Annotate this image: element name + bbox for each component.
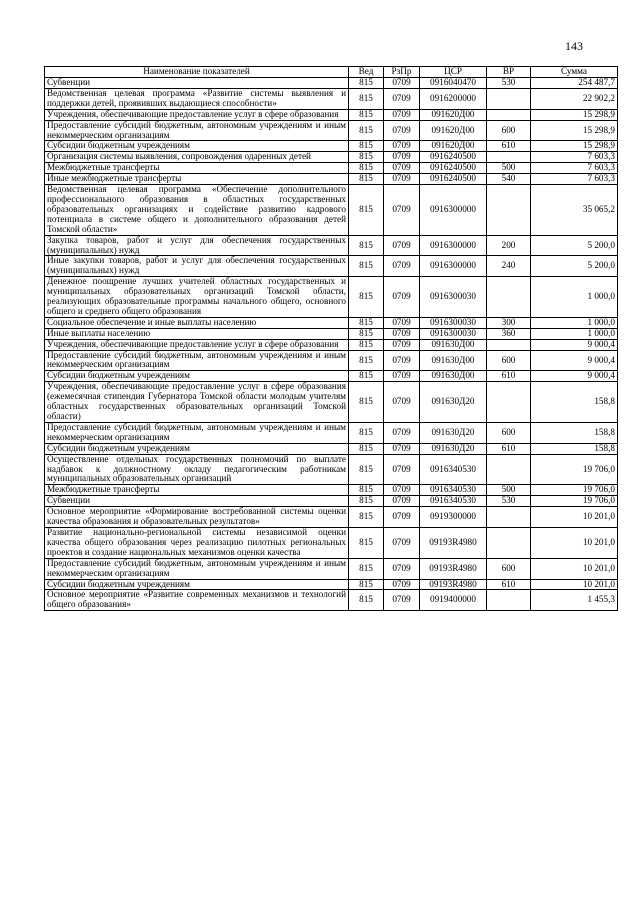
cell-rzpr: 0709: [384, 328, 420, 339]
cell-ved: 815: [349, 507, 384, 528]
cell-rzpr: 0709: [384, 152, 420, 163]
cell-ved: 815: [349, 88, 384, 109]
cell-csr: 0916240500: [420, 174, 487, 185]
cell-ved: 815: [349, 443, 384, 454]
cell-ved: 815: [349, 422, 384, 443]
table-row: [45, 527, 618, 558]
cell-sum: 9 000,4: [531, 371, 618, 382]
cell-csr: 091620Д00: [420, 141, 487, 152]
table-row: [45, 277, 618, 318]
table-row: [45, 579, 618, 590]
cell-ved: 815: [349, 558, 384, 579]
cell-csr: 0916340530: [420, 496, 487, 507]
cell-csr: 0916300030: [420, 328, 487, 339]
cell-name: Основное мероприятие «Развитие современных механизмов и технологий общего образования»: [45, 590, 349, 611]
cell-csr: 0916240500: [420, 163, 487, 174]
cell-name: Основное мероприятие «Формирование востребованной системы оценки качества образования и образовательных результатов»: [45, 507, 349, 528]
table-row: [45, 88, 618, 109]
table-row: [45, 78, 618, 89]
cell-vr: 600: [487, 422, 531, 443]
cell-vr: 610: [487, 141, 531, 152]
cell-rzpr: 0709: [384, 371, 420, 382]
header-sum: Сумма: [531, 67, 618, 78]
cell-vr: 600: [487, 120, 531, 141]
cell-csr: 091630Д20: [420, 422, 487, 443]
cell-vr: [487, 507, 531, 528]
page-number: 143: [565, 39, 583, 53]
cell-vr: [487, 277, 531, 318]
cell-vr: 540: [487, 174, 531, 185]
cell-sum: 10 201,0: [531, 558, 618, 579]
cell-rzpr: 0709: [384, 88, 420, 109]
cell-name: Межбюджетные трансферты: [45, 485, 349, 496]
cell-ved: 815: [349, 339, 384, 350]
cell-ved: 815: [349, 350, 384, 371]
cell-name: Иные закупки товаров, работ и услуг для обеспечения государственных (муниципальных) нужд: [45, 256, 349, 277]
cell-vr: 610: [487, 443, 531, 454]
table-row: [45, 350, 618, 371]
cell-rzpr: 0709: [384, 382, 420, 423]
cell-sum: 254 487,7: [531, 78, 618, 89]
cell-name: Денежное поощрение лучших учителей областных государственных и муниципальных образовательных организаций Томской области, реализующих образовательные программы начального общего, основного общего и среднего общего образования: [45, 277, 349, 318]
cell-vr: [487, 185, 531, 236]
cell-ved: 815: [349, 496, 384, 507]
table-row: [45, 256, 618, 277]
cell-rzpr: 0709: [384, 454, 420, 485]
cell-rzpr: 0709: [384, 235, 420, 256]
cell-sum: 10 201,0: [531, 527, 618, 558]
cell-sum: 1 000,0: [531, 328, 618, 339]
cell-rzpr: 0709: [384, 496, 420, 507]
table-row: [45, 558, 618, 579]
table-header-row: [45, 67, 618, 78]
cell-name: Субсидии бюджетным учреждениям: [45, 141, 349, 152]
header-vr: ВР: [487, 67, 531, 78]
cell-ved: 815: [349, 454, 384, 485]
cell-name: Предоставление субсидий бюджетным, автономным учреждениям и иным некоммерческим организациям: [45, 558, 349, 579]
cell-ved: 815: [349, 328, 384, 339]
cell-ved: 815: [349, 174, 384, 185]
cell-rzpr: 0709: [384, 277, 420, 318]
cell-rzpr: 0709: [384, 120, 420, 141]
cell-csr: 091630Д20: [420, 443, 487, 454]
cell-sum: 10 201,0: [531, 507, 618, 528]
cell-vr: [487, 152, 531, 163]
cell-vr: 530: [487, 496, 531, 507]
cell-csr: 0916340530: [420, 485, 487, 496]
table-row: [45, 152, 618, 163]
cell-rzpr: 0709: [384, 350, 420, 371]
cell-vr: [487, 590, 531, 611]
cell-vr: 600: [487, 558, 531, 579]
cell-rzpr: 0709: [384, 507, 420, 528]
cell-csr: 091620Д00: [420, 109, 487, 120]
cell-ved: 815: [349, 120, 384, 141]
table-row: [45, 454, 618, 485]
cell-csr: 0916240500: [420, 152, 487, 163]
cell-vr: [487, 88, 531, 109]
cell-rzpr: 0709: [384, 317, 420, 328]
cell-sum: 7 603,3: [531, 152, 618, 163]
cell-sum: 15 298,9: [531, 109, 618, 120]
cell-vr: 530: [487, 78, 531, 89]
cell-rzpr: 0709: [384, 78, 420, 89]
cell-ved: 815: [349, 141, 384, 152]
cell-name: Иные выплаты населению: [45, 328, 349, 339]
table-row: [45, 141, 618, 152]
cell-sum: 1 455,3: [531, 590, 618, 611]
cell-sum: 7 603,3: [531, 163, 618, 174]
header-rzpr: РзПр: [384, 67, 420, 78]
cell-sum: 22 902,2: [531, 88, 618, 109]
table-row: [45, 317, 618, 328]
cell-vr: 610: [487, 579, 531, 590]
cell-name: Субвенции: [45, 78, 349, 89]
cell-csr: 09193R4980: [420, 558, 487, 579]
cell-csr: 091630Д00: [420, 339, 487, 350]
cell-sum: 19 706,0: [531, 485, 618, 496]
table-row: [45, 185, 618, 236]
cell-rzpr: 0709: [384, 527, 420, 558]
cell-rzpr: 0709: [384, 443, 420, 454]
cell-sum: 7 603,3: [531, 174, 618, 185]
table-row: [45, 371, 618, 382]
cell-ved: 815: [349, 590, 384, 611]
cell-vr: 240: [487, 256, 531, 277]
cell-ved: 815: [349, 277, 384, 318]
cell-csr: 0916340530: [420, 454, 487, 485]
cell-vr: [487, 527, 531, 558]
table-row: [45, 163, 618, 174]
cell-sum: 15 298,9: [531, 141, 618, 152]
cell-name: Ведомственная целевая программа «Развитие системы выявления и поддержки детей, проявивших выдающиеся способности»: [45, 88, 349, 109]
cell-sum: 19 706,0: [531, 496, 618, 507]
cell-name: Предоставление субсидий бюджетным, автономным учреждениям и иным некоммерческим организациям: [45, 120, 349, 141]
cell-sum: 158,8: [531, 443, 618, 454]
cell-sum: 5 200,0: [531, 235, 618, 256]
cell-csr: 091630Д20: [420, 382, 487, 423]
cell-name: Субсидии бюджетным учреждениям: [45, 443, 349, 454]
cell-csr: 09193R4980: [420, 527, 487, 558]
cell-vr: [487, 339, 531, 350]
budget-table: [44, 66, 618, 611]
cell-vr: 600: [487, 350, 531, 371]
cell-sum: 158,8: [531, 422, 618, 443]
cell-rzpr: 0709: [384, 422, 420, 443]
cell-sum: 5 200,0: [531, 256, 618, 277]
cell-csr: 091630Д00: [420, 371, 487, 382]
cell-name: Закупка товаров, работ и услуг для обеспечения государственных (муниципальных) нужд: [45, 235, 349, 256]
cell-vr: 500: [487, 163, 531, 174]
cell-csr: 091630Д00: [420, 350, 487, 371]
cell-sum: 158,8: [531, 382, 618, 423]
cell-rzpr: 0709: [384, 109, 420, 120]
cell-vr: 360: [487, 328, 531, 339]
header-csr: ЦСР: [420, 67, 487, 78]
cell-ved: 815: [349, 579, 384, 590]
cell-rzpr: 0709: [384, 256, 420, 277]
cell-vr: [487, 382, 531, 423]
cell-name: Организация системы выявления, сопровождения одаренных детей: [45, 152, 349, 163]
cell-ved: 815: [349, 382, 384, 423]
table-row: [45, 590, 618, 611]
cell-sum: 1 000,0: [531, 277, 618, 318]
table-row: [45, 382, 618, 423]
cell-csr: 0916300000: [420, 256, 487, 277]
cell-name: Учреждения, обеспечивающие предоставление услуг в сфере образования: [45, 109, 349, 120]
cell-rzpr: 0709: [384, 141, 420, 152]
header-name: Наименование показателей: [45, 67, 349, 78]
table-row: [45, 328, 618, 339]
cell-name: Развитие национально-региональной системы независимой оценки качества общего образования через реализацию пилотных региональных проектов и создание национальных механизмов оценки качества: [45, 527, 349, 558]
cell-vr: [487, 454, 531, 485]
header-ved: Вед: [349, 67, 384, 78]
cell-name: Осуществление отдельных государственных полномочий по выплате надбавок к должностному окладу педагогическим работникам муниципальных образовательных организаций: [45, 454, 349, 485]
cell-csr: 0916300030: [420, 277, 487, 318]
cell-csr: 0916040470: [420, 78, 487, 89]
cell-csr: 0919300000: [420, 507, 487, 528]
cell-name: Предоставление субсидий бюджетным, автономным учреждениям и иным некоммерческим организациям: [45, 350, 349, 371]
cell-ved: 815: [349, 78, 384, 89]
cell-sum: 19 706,0: [531, 454, 618, 485]
table-row: [45, 485, 618, 496]
table-row: [45, 109, 618, 120]
table-row: [45, 339, 618, 350]
cell-name: Учреждения, обеспечивающие предоставление услуг в сфере образования: [45, 339, 349, 350]
cell-name: Иные межбюджетные трансферты: [45, 174, 349, 185]
cell-ved: 815: [349, 235, 384, 256]
cell-rzpr: 0709: [384, 185, 420, 236]
cell-sum: 1 000,0: [531, 317, 618, 328]
cell-ved: 815: [349, 527, 384, 558]
cell-csr: 0916300030: [420, 317, 487, 328]
cell-name: Субсидии бюджетным учреждениям: [45, 579, 349, 590]
cell-vr: 300: [487, 317, 531, 328]
table-row: [45, 120, 618, 141]
cell-csr: 0916300000: [420, 185, 487, 236]
table-row: [45, 507, 618, 528]
cell-sum: 9 000,4: [531, 350, 618, 371]
cell-ved: 815: [349, 163, 384, 174]
cell-ved: 815: [349, 256, 384, 277]
cell-ved: 815: [349, 485, 384, 496]
cell-vr: 200: [487, 235, 531, 256]
table-row: [45, 235, 618, 256]
cell-name: Межбюджетные трансферты: [45, 163, 349, 174]
cell-rzpr: 0709: [384, 163, 420, 174]
cell-sum: 9 000,4: [531, 339, 618, 350]
cell-rzpr: 0709: [384, 485, 420, 496]
table-row: [45, 174, 618, 185]
table-row: [45, 422, 618, 443]
table-row: [45, 496, 618, 507]
cell-ved: 815: [349, 152, 384, 163]
cell-name: Ведомственная целевая программа «Обеспечение дополнительного профессионального образования в областных государственных образовательных организациях и содействие развитию кадрового потенциала в системе общего и дополнительного образования детей Томской области»: [45, 185, 349, 236]
cell-rzpr: 0709: [384, 174, 420, 185]
cell-csr: 0916200000: [420, 88, 487, 109]
cell-sum: 10 201,0: [531, 579, 618, 590]
cell-csr: 0919400000: [420, 590, 487, 611]
cell-sum: 35 065,2: [531, 185, 618, 236]
cell-vr: [487, 109, 531, 120]
cell-vr: 610: [487, 371, 531, 382]
cell-ved: 815: [349, 109, 384, 120]
cell-name: Учреждения, обеспечивающие предоставление услуг в сфере образования (ежемесячная стипендия Губернатора Томской области молодым учителям областных государственных образовательных организаций Томской области): [45, 382, 349, 423]
cell-ved: 815: [349, 317, 384, 328]
cell-name: Социальное обеспечение и иные выплаты населению: [45, 317, 349, 328]
table-row: [45, 443, 618, 454]
cell-name: Субвенции: [45, 496, 349, 507]
cell-rzpr: 0709: [384, 339, 420, 350]
table-body: [45, 78, 618, 611]
cell-vr: 500: [487, 485, 531, 496]
cell-name: Предоставление субсидий бюджетным, автономным учреждениям и иным некоммерческим организациям: [45, 422, 349, 443]
cell-csr: 091620Д00: [420, 120, 487, 141]
cell-rzpr: 0709: [384, 579, 420, 590]
cell-rzpr: 0709: [384, 590, 420, 611]
cell-ved: 815: [349, 371, 384, 382]
cell-name: Субсидии бюджетным учреждениям: [45, 371, 349, 382]
cell-csr: 0916300000: [420, 235, 487, 256]
cell-rzpr: 0709: [384, 558, 420, 579]
cell-csr: 09193R4980: [420, 579, 487, 590]
cell-ved: 815: [349, 185, 384, 236]
cell-sum: 15 298,9: [531, 120, 618, 141]
